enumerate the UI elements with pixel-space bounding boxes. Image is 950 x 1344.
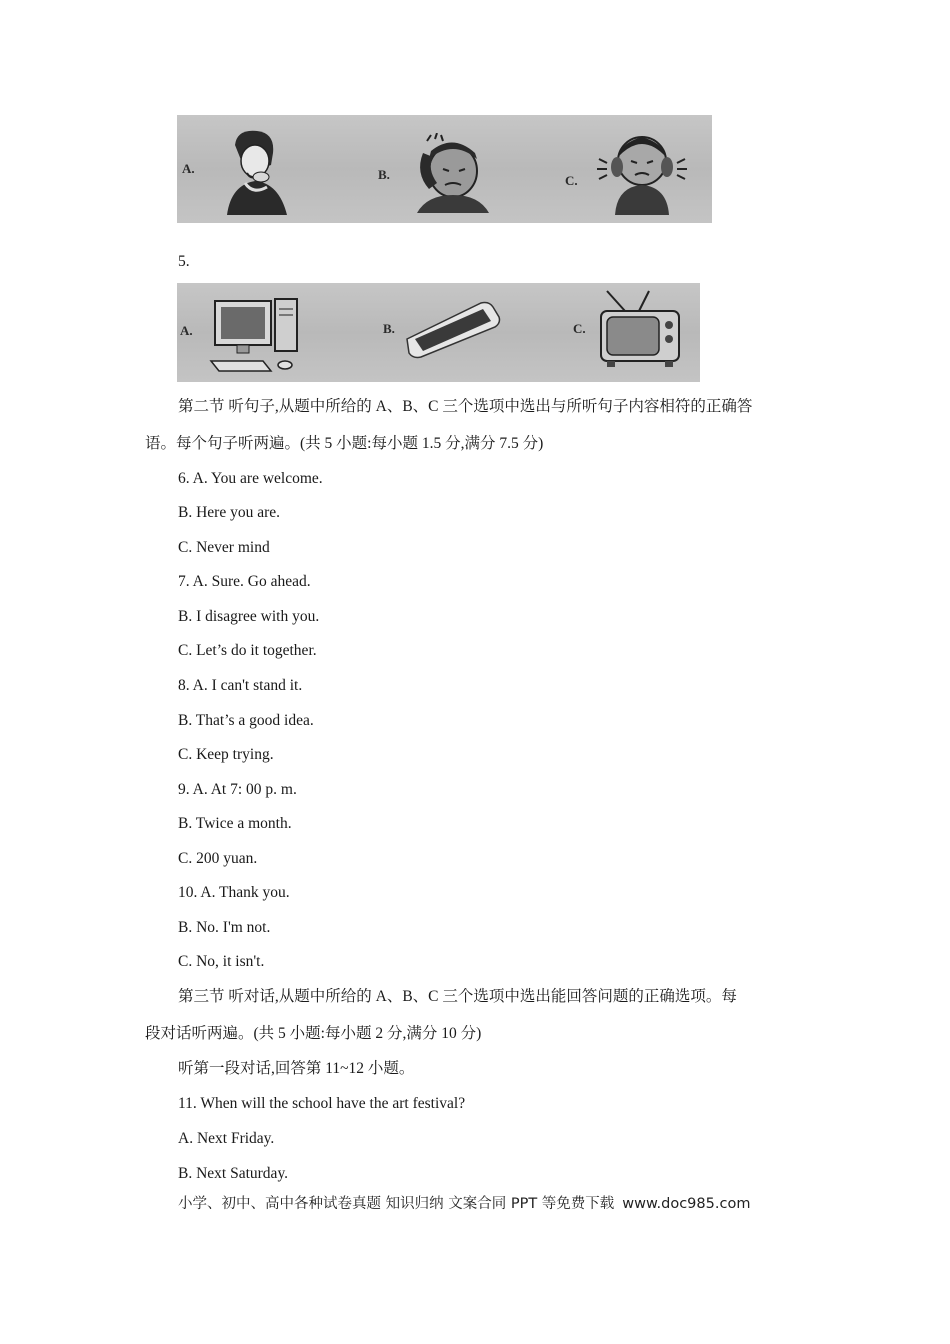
headache-person-icon <box>407 133 497 213</box>
question-11-option-b: B. Next Saturday. <box>178 1165 289 1182</box>
question-5-number: 5. <box>178 253 190 270</box>
option-a-label: A. <box>182 161 195 176</box>
section-2-instructions-line-1: 第二节 听句子,从题中所给的 A、B、C 三个选项中选出与所听句子内容相符的正确答 <box>178 398 753 415</box>
section-3-instructions-line-2: 段对话听两遍。(共 5 小题:每小题 2 分,满分 10 分) <box>145 1025 482 1042</box>
section-3-instructions-line-1: 第三节 听对话,从题中所给的 A、B、C 三个选项中选出能回答问题的正确选项。每 <box>178 988 737 1005</box>
question-9-option-b: B. Twice a month. <box>178 815 292 832</box>
question-7-option-a: 7. A. Sure. Go ahead. <box>178 573 311 590</box>
question-6-option-b: B. Here you are. <box>178 504 280 521</box>
television-icon <box>595 289 685 369</box>
question-8-option-a: 8. A. I can't stand it. <box>178 677 303 694</box>
smartphone-icon <box>403 299 503 359</box>
option-c-label: C. <box>573 321 586 336</box>
question-10-option-a: 10. A. Thank you. <box>178 884 290 901</box>
question-9-option-a: 9. A. At 7: 00 p. m. <box>178 781 297 798</box>
question-11-option-a: A. Next Friday. <box>178 1130 275 1147</box>
coughing-person-icon <box>217 125 297 215</box>
question-9-option-c: C. 200 yuan. <box>178 850 258 867</box>
question-8-option-c: C. Keep trying. <box>178 746 274 763</box>
dialogue-1-intro: 听第一段对话,回答第 11~12 小题。 <box>178 1060 415 1077</box>
footer-url[interactable]: www.doc985.com <box>622 1196 751 1212</box>
question-7-option-b: B. I disagree with you. <box>178 608 320 625</box>
question-6-option-a: 6. A. You are welcome. <box>178 470 323 487</box>
question-6-option-c: C. Never mind <box>178 539 270 556</box>
question-10-option-b: B. No. I'm not. <box>178 919 271 936</box>
question-4-images <box>177 115 712 223</box>
option-b-label: B. <box>378 167 390 182</box>
option-c-label: C. <box>565 173 578 188</box>
footer-text: 小学、初中、高中各种试卷真题 知识归纳 文案合同 PPT 等免费下载 <box>178 1196 615 1212</box>
earache-boy-icon <box>587 129 697 219</box>
section-2-instructions-line-2: 语。每个句子听两遍。(共 5 小题:每小题 1.5 分,满分 7.5 分) <box>145 435 544 452</box>
question-8-option-b: B. That’s a good idea. <box>178 712 314 729</box>
question-11: 11. When will the school have the art festival? <box>178 1095 466 1112</box>
page-footer <box>178 1192 750 1213</box>
question-10-option-c: C. No, it isn't. <box>178 953 265 970</box>
question-5-images <box>177 283 700 382</box>
option-b-label: B. <box>383 321 395 336</box>
desktop-computer-icon <box>205 295 325 375</box>
option-a-label: A. <box>180 323 193 338</box>
question-7-option-c: C. Let’s do it together. <box>178 642 317 659</box>
